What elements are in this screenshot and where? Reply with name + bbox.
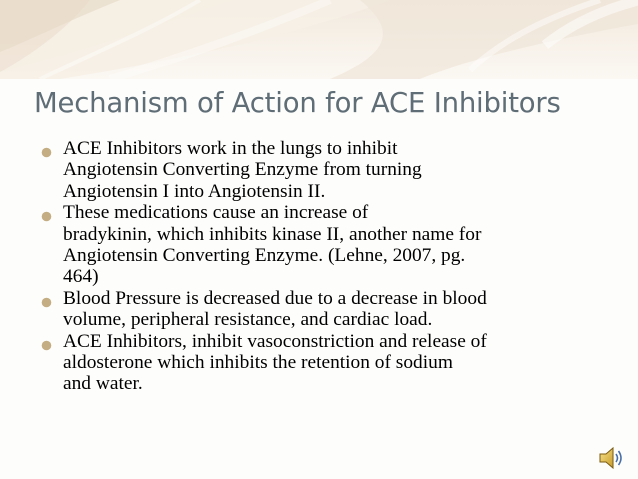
bullet-line: 464)	[63, 266, 99, 288]
bullet-line: Angiotensin I into Angiotensin II.	[63, 180, 326, 202]
round-bullet-icon	[41, 211, 52, 222]
bullet-line: and water.	[63, 373, 143, 395]
bullet-line: volume, peripheral resistance, and cardiac load.	[63, 309, 433, 331]
bullet-text	[63, 288, 623, 331]
bullet-item	[0, 138, 638, 202]
header-decoration	[0, 0, 638, 79]
bullet-line: Blood Pressure is decreased due to a decrease in blood	[63, 287, 487, 309]
round-bullet-icon	[41, 297, 52, 308]
bullet-text	[63, 331, 623, 395]
bullet-line: Angiotensin Converting Enzyme from turning	[63, 159, 422, 181]
bullet-line: bradykinin, which inhibits kinase II, another name for	[63, 223, 482, 245]
bullet-line: ACE Inhibitors work in the lungs to inhibit	[63, 138, 398, 159]
bullet-item	[0, 202, 638, 288]
bullet-item	[0, 331, 638, 395]
bullet-list	[0, 138, 638, 395]
round-bullet-icon	[41, 340, 52, 351]
round-bullet-icon	[41, 147, 52, 158]
bullet-line: These medications cause an increase of	[63, 202, 369, 224]
slide-title: Mechanism of Action for ACE Inhibitors	[34, 87, 561, 119]
bullet-item	[0, 288, 638, 331]
speaker-icon[interactable]	[598, 446, 626, 470]
bullet-line: aldosterone which inhibits the retention of sodium	[63, 352, 453, 374]
bullet-line: Angiotensin Converting Enzyme. (Lehne, 2007, pg.	[63, 245, 466, 267]
bullet-text	[63, 138, 623, 202]
bullet-text	[63, 202, 623, 288]
bullet-line: ACE Inhibitors, inhibit vasoconstriction and release of	[63, 330, 487, 352]
